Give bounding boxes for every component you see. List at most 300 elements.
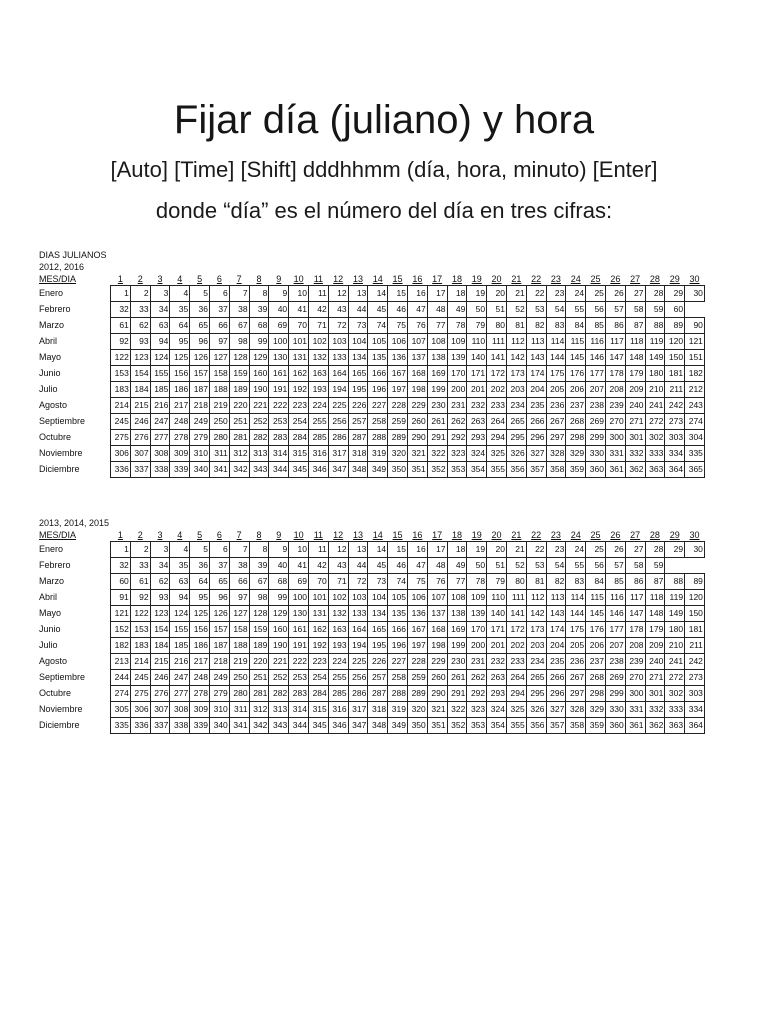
day-cell: 259	[388, 414, 408, 430]
day-cell: 88	[665, 574, 685, 590]
day-cell: 173	[506, 366, 526, 382]
day-cell: 229	[407, 398, 427, 414]
day-cell: 77	[447, 574, 467, 590]
day-cell: 97	[229, 590, 249, 606]
day-cell: 23	[546, 542, 566, 558]
month-label: Julio	[39, 640, 58, 650]
day-cell: 141	[506, 606, 526, 622]
day-cell: 69	[269, 318, 289, 334]
day-cell: 92	[130, 590, 150, 606]
day-cell: 331	[605, 446, 625, 462]
day-header: 15	[392, 530, 403, 540]
day-cell: 85	[605, 574, 625, 590]
day-cell: 314	[269, 446, 289, 462]
day-cell: 6	[209, 542, 229, 558]
day-cell: 216	[150, 398, 170, 414]
day-cell: 233	[487, 398, 507, 414]
table-row	[39, 574, 704, 590]
month-label: Mayo	[39, 352, 62, 362]
day-cell: 1	[111, 542, 131, 558]
day-cell: 132	[328, 606, 348, 622]
day-cell: 3	[150, 542, 170, 558]
day-cell: 34	[150, 558, 170, 574]
day-cell: 173	[526, 622, 546, 638]
day-cell: 358	[546, 462, 566, 478]
day-cell: 342	[249, 718, 269, 734]
day-cell: 73	[348, 318, 368, 334]
day-cell: 60	[111, 574, 131, 590]
day-cell: 210	[665, 638, 685, 654]
day-cell: 237	[586, 654, 606, 670]
day-cell: 246	[130, 414, 150, 430]
day-cell: 268	[566, 414, 586, 430]
day-cell: 180	[645, 366, 665, 382]
day-cell: 261	[427, 414, 447, 430]
day-cell: 151	[685, 350, 705, 366]
day-cell: 239	[605, 398, 625, 414]
day-cell: 264	[487, 414, 507, 430]
day-cell: 73	[368, 574, 388, 590]
day-cell: 216	[170, 654, 190, 670]
day-cell: 15	[388, 542, 408, 558]
day-cell: 55	[566, 302, 586, 318]
day-cell: 332	[645, 702, 665, 718]
day-cell: 296	[526, 430, 546, 446]
day-cell: 82	[526, 318, 546, 334]
day-cell: 317	[348, 702, 368, 718]
day-cell: 217	[170, 398, 190, 414]
day-cell: 148	[625, 350, 645, 366]
day-cell: 289	[388, 430, 408, 446]
day-cell: 118	[625, 334, 645, 350]
day-cell: 14	[368, 542, 388, 558]
day-cell: 323	[467, 702, 487, 718]
day-cell: 220	[249, 654, 269, 670]
day-cell: 311	[209, 446, 229, 462]
day-cell: 214	[130, 654, 150, 670]
day-cell: 103	[348, 590, 368, 606]
day-cell: 189	[249, 638, 269, 654]
day-cell: 318	[368, 702, 388, 718]
day-cell: 341	[229, 718, 249, 734]
day-header: 4	[177, 274, 183, 284]
day-cell: 114	[566, 590, 586, 606]
day-header: 18	[451, 530, 462, 540]
day-header: 23	[550, 274, 561, 284]
day-cell: 341	[209, 462, 229, 478]
day-cell: 166	[388, 622, 408, 638]
day-cell: 141	[487, 350, 507, 366]
day-cell: 169	[427, 366, 447, 382]
day-cell: 163	[308, 366, 328, 382]
day-cell: 228	[388, 398, 408, 414]
day-cell: 133	[348, 606, 368, 622]
day-cell: 332	[625, 446, 645, 462]
day-cell: 352	[447, 718, 467, 734]
day-cell: 177	[605, 622, 625, 638]
day-cell: 53	[526, 302, 546, 318]
day-cell: 37	[209, 558, 229, 574]
day-cell: 45	[368, 558, 388, 574]
day-cell: 104	[368, 590, 388, 606]
day-cell: 32	[111, 302, 131, 318]
day-cell: 39	[249, 558, 269, 574]
day-cell: 66	[229, 574, 249, 590]
day-cell: 39	[249, 302, 269, 318]
day-cell: 228	[407, 654, 427, 670]
day-cell: 12	[328, 542, 348, 558]
day-cell: 16	[407, 286, 427, 302]
day-cell: 135	[388, 606, 408, 622]
day-cell: 357	[546, 718, 566, 734]
day-cell: 337	[130, 462, 150, 478]
day-cell: 82	[546, 574, 566, 590]
day-cell: 95	[170, 334, 190, 350]
day-cell: 313	[269, 702, 289, 718]
day-cell: 322	[427, 446, 447, 462]
table-row	[39, 382, 704, 398]
day-cell: 361	[625, 718, 645, 734]
day-cell: 145	[566, 350, 586, 366]
day-header: 26	[610, 530, 621, 540]
day-cell: 268	[586, 670, 606, 686]
day-cell: 94	[170, 590, 190, 606]
day-cell: 22	[526, 542, 546, 558]
day-cell: 142	[506, 350, 526, 366]
day-cell: 278	[190, 686, 210, 702]
day-header: 20	[491, 530, 502, 540]
day-cell: 57	[605, 302, 625, 318]
day-cell: 181	[685, 622, 705, 638]
day-cell: 359	[586, 718, 606, 734]
day-cell: 170	[447, 366, 467, 382]
day-cell: 200	[447, 382, 467, 398]
day-cell: 208	[605, 382, 625, 398]
day-cell: 302	[665, 686, 685, 702]
day-cell: 126	[209, 606, 229, 622]
years-label: 2012, 2016	[39, 262, 85, 272]
day-cell: 21	[506, 286, 526, 302]
day-cell: 286	[348, 686, 368, 702]
day-cell: 208	[625, 638, 645, 654]
day-cell: 223	[308, 654, 328, 670]
day-cell: 67	[249, 574, 269, 590]
day-cell: 8	[249, 542, 269, 558]
day-cell: 287	[348, 430, 368, 446]
month-label: Septiembre	[39, 416, 86, 426]
month-label: Septiembre	[39, 672, 86, 682]
day-cell: 24	[566, 286, 586, 302]
day-cell: 310	[190, 446, 210, 462]
day-cell: 307	[150, 702, 170, 718]
day-cell: 198	[407, 382, 427, 398]
day-cell: 183	[111, 382, 131, 398]
day-cell: 251	[249, 670, 269, 686]
day-cell: 37	[209, 302, 229, 318]
day-cell: 360	[586, 462, 606, 478]
day-cell: 96	[190, 334, 210, 350]
day-cell: 176	[586, 622, 606, 638]
day-cell: 358	[566, 718, 586, 734]
day-cell: 215	[150, 654, 170, 670]
day-cell: 139	[467, 606, 487, 622]
day-header: 15	[392, 274, 403, 284]
day-cell: 38	[229, 558, 249, 574]
month-label: Junio	[39, 624, 61, 634]
day-cell: 35	[170, 302, 190, 318]
day-cell: 320	[388, 446, 408, 462]
day-cell: 80	[506, 574, 526, 590]
day-cell: 185	[170, 638, 190, 654]
day-cell: 199	[447, 638, 467, 654]
day-cell: 314	[289, 702, 309, 718]
day-cell: 236	[566, 654, 586, 670]
day-cell: 43	[328, 302, 348, 318]
day-cell: 110	[487, 590, 507, 606]
day-cell: 60	[665, 302, 685, 318]
day-cell: 93	[150, 590, 170, 606]
day-cell: 308	[150, 446, 170, 462]
day-cell: 316	[328, 702, 348, 718]
month-label: Marzo	[39, 576, 65, 586]
day-cell: 98	[249, 590, 269, 606]
day-cell: 224	[308, 398, 328, 414]
day-cell: 184	[150, 638, 170, 654]
day-cell: 245	[111, 414, 131, 430]
day-cell: 188	[209, 382, 229, 398]
day-cell: 304	[685, 430, 705, 446]
day-cell: 129	[269, 606, 289, 622]
day-cell: 165	[368, 622, 388, 638]
day-cell: 61	[130, 574, 150, 590]
day-cell: 131	[308, 606, 328, 622]
day-cell: 126	[190, 350, 210, 366]
day-cell: 290	[427, 686, 447, 702]
day-cell: 201	[487, 638, 507, 654]
day-cell: 308	[170, 702, 190, 718]
table-row	[39, 622, 704, 638]
day-cell: 109	[447, 334, 467, 350]
day-cell: 292	[447, 430, 467, 446]
day-cell: 254	[289, 414, 309, 430]
day-cell: 190	[249, 382, 269, 398]
day-cell: 202	[487, 382, 507, 398]
day-cell: 289	[407, 686, 427, 702]
day-cell: 150	[685, 606, 705, 622]
day-cell: 262	[447, 414, 467, 430]
day-cell: 209	[625, 382, 645, 398]
day-cell: 206	[566, 382, 586, 398]
day-cell: 18	[447, 286, 467, 302]
day-cell: 288	[368, 430, 388, 446]
day-cell: 128	[229, 350, 249, 366]
day-cell: 166	[368, 366, 388, 382]
day-cell: 263	[487, 670, 507, 686]
day-cell: 189	[229, 382, 249, 398]
day-cell: 301	[645, 686, 665, 702]
day-cell: 350	[388, 462, 408, 478]
page-title: Fijar día (juliano) y hora	[173, 98, 595, 142]
day-cell: 52	[506, 302, 526, 318]
day-cell: 147	[605, 350, 625, 366]
day-cell: 30	[685, 286, 705, 302]
day-cell: 235	[546, 654, 566, 670]
day-cell: 209	[645, 638, 665, 654]
day-cell: 190	[269, 638, 289, 654]
day-cell: 232	[487, 654, 507, 670]
day-cell: 10	[289, 286, 309, 302]
day-cell: 276	[130, 430, 150, 446]
day-cell: 258	[388, 670, 408, 686]
day-cell: 76	[407, 318, 427, 334]
instruction-text: [Auto] [Time] [Shift] dddhhmm (día, hora, minuto) [Enter]	[110, 157, 658, 182]
day-cell: 144	[546, 350, 566, 366]
day-cell: 108	[447, 590, 467, 606]
day-cell: 354	[487, 718, 507, 734]
month-label: Abril	[39, 336, 58, 346]
day-cell: 36	[190, 558, 210, 574]
day-cell: 288	[388, 686, 408, 702]
day-cell: 230	[427, 398, 447, 414]
day-cell: 162	[308, 622, 328, 638]
day-cell	[685, 302, 705, 318]
day-cell: 36	[190, 302, 210, 318]
day-cell: 169	[447, 622, 467, 638]
day-cell: 343	[269, 718, 289, 734]
month-label: Noviembre	[39, 448, 83, 458]
day-cell: 131	[289, 350, 309, 366]
day-cell: 191	[289, 638, 309, 654]
day-cell: 279	[209, 686, 229, 702]
day-cell: 273	[685, 670, 705, 686]
day-cell: 26	[605, 542, 625, 558]
month-label: Febrero	[39, 304, 71, 314]
day-cell: 261	[447, 670, 467, 686]
day-cell: 192	[308, 638, 328, 654]
day-cell: 62	[130, 318, 150, 334]
day-cell: 113	[546, 590, 566, 606]
day-cell: 32	[111, 558, 131, 574]
day-cell: 349	[368, 462, 388, 478]
day-cell: 75	[388, 318, 408, 334]
day-cell: 53	[526, 558, 546, 574]
day-cell: 338	[150, 462, 170, 478]
day-cell: 346	[328, 718, 348, 734]
header-label: MES/DIA	[39, 274, 77, 285]
day-cell: 266	[526, 414, 546, 430]
day-cell: 335	[111, 718, 131, 734]
day-cell: 163	[328, 622, 348, 638]
day-cell: 122	[130, 606, 150, 622]
day-cell: 117	[605, 334, 625, 350]
table-row	[39, 446, 704, 462]
day-cell: 269	[605, 670, 625, 686]
day-cell: 344	[269, 462, 289, 478]
day-cell: 130	[269, 350, 289, 366]
day-cell: 177	[586, 366, 606, 382]
day-cell: 215	[130, 398, 150, 414]
day-cell: 283	[289, 686, 309, 702]
day-cell: 298	[566, 430, 586, 446]
day-cell: 111	[487, 334, 507, 350]
day-cell: 38	[229, 302, 249, 318]
day-cell: 146	[586, 350, 606, 366]
day-cell: 116	[586, 334, 606, 350]
day-cell: 311	[229, 702, 249, 718]
day-cell: 158	[229, 622, 249, 638]
day-cell: 69	[289, 574, 309, 590]
day-cell: 280	[229, 686, 249, 702]
day-header: 5	[197, 530, 203, 540]
day-cell: 154	[150, 622, 170, 638]
day-cell: 105	[368, 334, 388, 350]
day-cell: 35	[170, 558, 190, 574]
day-cell: 262	[467, 670, 487, 686]
day-cell: 175	[546, 366, 566, 382]
day-header: 14	[372, 274, 383, 284]
day-cell: 160	[249, 366, 269, 382]
day-cell: 29	[665, 286, 685, 302]
day-cell: 225	[348, 654, 368, 670]
day-cell: 255	[328, 670, 348, 686]
day-cell: 273	[665, 414, 685, 430]
day-cell: 183	[130, 638, 150, 654]
day-cell: 125	[190, 606, 210, 622]
day-cell: 197	[407, 638, 427, 654]
day-cell: 104	[348, 334, 368, 350]
day-cell: 188	[229, 638, 249, 654]
day-header: 24	[570, 530, 581, 540]
day-cell: 83	[566, 574, 586, 590]
day-header: 6	[216, 274, 222, 284]
day-cell: 203	[506, 382, 526, 398]
day-cell: 315	[289, 446, 309, 462]
day-cell: 348	[348, 462, 368, 478]
day-cell: 193	[328, 638, 348, 654]
day-cell: 7	[229, 542, 249, 558]
day-cell: 43	[328, 558, 348, 574]
day-cell: 21	[506, 542, 526, 558]
day-cell: 78	[467, 574, 487, 590]
month-label: Noviembre	[39, 704, 83, 714]
day-cell: 157	[190, 366, 210, 382]
day-cell: 120	[665, 334, 685, 350]
day-cell: 156	[190, 622, 210, 638]
day-cell: 356	[506, 462, 526, 478]
day-cell: 139	[447, 350, 467, 366]
day-header: 12	[333, 274, 344, 284]
day-cell: 312	[229, 446, 249, 462]
day-cell: 347	[348, 718, 368, 734]
day-cell: 355	[506, 718, 526, 734]
day-cell: 157	[209, 622, 229, 638]
day-cell: 155	[150, 366, 170, 382]
day-cell: 281	[229, 430, 249, 446]
day-cell: 256	[348, 670, 368, 686]
day-cell: 133	[328, 350, 348, 366]
day-cell: 144	[566, 606, 586, 622]
day-cell: 207	[605, 638, 625, 654]
day-cell: 109	[467, 590, 487, 606]
day-cell: 130	[289, 606, 309, 622]
day-cell: 86	[605, 318, 625, 334]
day-cell: 164	[348, 622, 368, 638]
table-row	[39, 606, 704, 622]
day-cell: 363	[665, 718, 685, 734]
day-cell: 12	[328, 286, 348, 302]
day-cell: 27	[625, 286, 645, 302]
day-cell: 222	[289, 654, 309, 670]
